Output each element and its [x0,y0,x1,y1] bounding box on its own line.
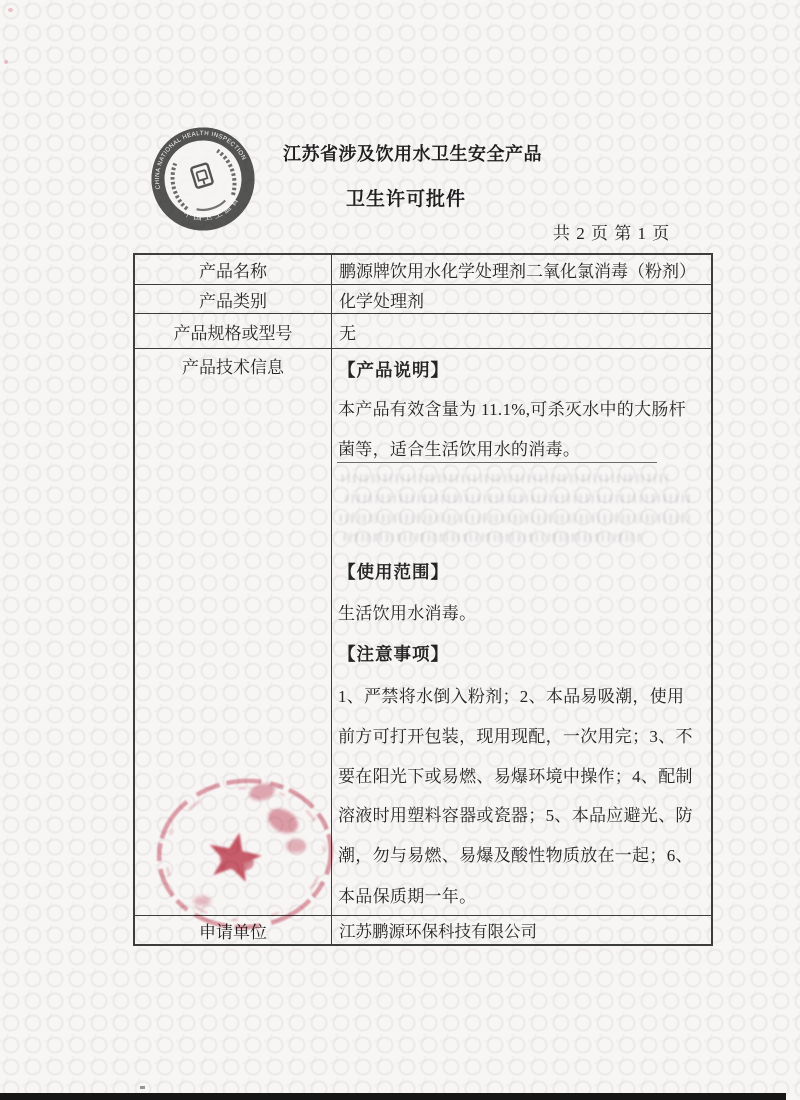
document-title-line1: 江苏省涉及饮用水卫生安全产品 [283,144,542,164]
product-desc-line1: 本产品有效含量为 11.1%,可杀灭水中的大肠杆 [338,400,686,419]
stamp-svg [150,766,345,946]
precautions-line: 本品保质期一年。 [338,887,477,906]
stamp-blob [286,839,306,853]
precautions-line: 要在阳光下或易燃、易爆环境中操作；4、配制 [338,767,693,786]
row-label: 申请单位 [135,916,332,944]
section-header-product-desc: 【产品说明】 [338,360,449,380]
row-label: 产品技术信息 [135,349,332,915]
precautions-line: 潮，勿与易燃、易爆及酸性物质放在一起；6、 [338,846,693,865]
illegible-line [340,514,690,523]
health-inspection-emblem [148,124,258,234]
stamp-blob [193,896,211,906]
row-label: 产品规格或型号 [135,314,332,348]
scan-speck [140,1086,145,1089]
row-value: 化学处理剂 [339,291,424,311]
precautions-line: 溶液时用塑料容器或瓷器；5、本品应避光、防 [338,806,693,825]
row-value: 江苏鹏源环保科技有限公司 [339,922,537,941]
illegible-line [346,494,691,503]
precautions-line: 前方可打开包装，现用现配，一次用完；3、不 [338,727,693,746]
illegible-line [344,533,644,542]
faded-illegible-text-block [340,471,688,551]
scan-speck [4,60,8,64]
emblem-bottom-text: 中国卫生监督 [182,193,242,223]
row-value: 无 [339,323,356,343]
scan-edge-strip [0,1093,786,1100]
product-desc-line2: 菌等，适合生活饮用水的消毒。 [338,440,581,459]
row-label: 产品类别 [135,285,332,313]
usage-scope-body: 生活饮用水消毒。 [338,604,477,623]
row-value: 鹏源牌饮用水化学处理剂二氧化氯消毒（粉剂） [339,262,696,281]
precautions-line: 1、严禁将水倒入粉剂；2、本品易吸潮，使用 [338,687,685,706]
separator-line [337,462,657,463]
tech-info-cell [332,349,711,915]
page-count-label: 共 2 页 第 1 页 [553,224,671,243]
scan-speck [8,8,13,12]
emblem-svg [148,124,258,234]
stamp-star [204,827,266,884]
table-row-product-spec [135,313,711,348]
row-label: 产品名称 [135,255,332,284]
table-row-product-name [135,255,711,284]
table-row-product-category [135,284,711,313]
red-official-stamp [150,766,345,946]
document-title-line2: 卫生许可批件 [346,189,467,210]
illegible-line [342,474,672,483]
section-header-precautions: 【注意事项】 [338,644,449,664]
stamp-blob [264,804,303,838]
emblem-ring-text: CHINA NATIONAL HEALTH INSPECTION [153,129,248,190]
section-header-usage-scope: 【使用范围】 [338,562,449,582]
